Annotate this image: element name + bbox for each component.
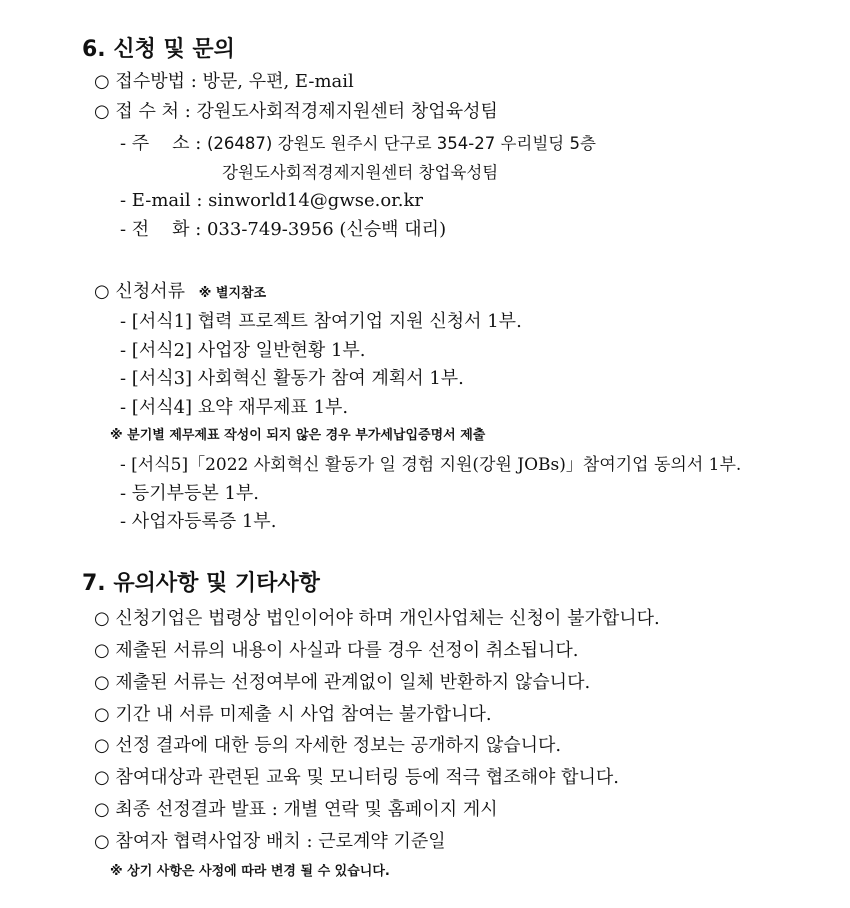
address-row (120, 132, 596, 156)
doc-item: - [서식1] 협력 프로젝트 참여기업 지원 신청서 1부. (120, 311, 522, 332)
notice-item: ○ 선정 결과에 대한 등의 자세한 정보는 공개하지 않습니다. (94, 735, 562, 756)
docs-title: ○ 신청서류 (94, 281, 185, 302)
doc-item: - 사업자등록증 1부. (120, 511, 277, 532)
notice-item: ○ 기간 내 서류 미제출 시 사업 참여는 불가합니다. (94, 704, 492, 725)
section-7-title: 7. 유의사항 및 기타사항 (82, 571, 320, 596)
notice-item: ○ 신청기업은 법령상 법인이어야 하며 개인사업체는 신청이 불가합니다. (94, 608, 660, 629)
doc-item: - [서식2] 사업장 일반현황 1부. (120, 340, 366, 361)
footnote: ※ 상기 사항은 사정에 따라 변경 될 수 있습니다. (110, 864, 390, 879)
receive-method: ○ 접수방법 : 방문, 우편, E-mail (94, 71, 354, 92)
notice-item: ○ 제출된 서류는 선정여부에 관계없이 일체 반환하지 않습니다. (94, 672, 591, 693)
docs-warning: ※ 분기별 제무제표 작성이 되지 않은 경우 부가세납입증명서 제출 (110, 428, 486, 443)
section-6-title: 6. 신청 및 문의 (82, 37, 235, 62)
doc-item: - 등기부등본 1부. (120, 483, 260, 504)
notice-item: ○ 참여대상과 관련된 교육 및 모니터링 등에 적극 협조해야 합니다. (94, 767, 620, 788)
docs-row (94, 280, 266, 306)
notice-item: ○ 제출된 서류의 내용이 사실과 다를 경우 선정이 취소됩니다. (94, 640, 579, 661)
notice-item: ○ 최종 선정결과 발표 : 개별 연락 및 홈페이지 게시 (94, 799, 498, 820)
address-label: - 주 소 : (120, 133, 202, 154)
phone-line: - 전 화 : 033-749-3956 (신승백 대리) (120, 219, 447, 240)
doc-item: - [서식5]「2022 사회혁신 활동가 일 경험 지원(강원 JOBs)」참여기업 동의서 1부. (120, 455, 742, 475)
address-line1: (26487) 강원도 원주시 단구로 354-27 우리빌딩 5층 (207, 134, 596, 153)
address-line2: 강원도사회적경제지원센터 창업육성팀 (222, 163, 499, 182)
doc-item: - [서식4] 요약 재무제표 1부. (120, 397, 349, 418)
docs-note: ※ 별지참조 (198, 286, 267, 301)
doc-item: - [서식3] 사회혁신 활동가 참여 계획서 1부. (120, 368, 464, 389)
receiver: ○ 접 수 처 : 강원도사회적경제지원센터 창업육성팀 (94, 101, 498, 122)
email-line: - E-mail : sinworld14@gwse.or.kr (120, 190, 424, 211)
notice-item: ○ 참여자 협력사업장 배치 : 근로계약 기준일 (94, 831, 446, 852)
